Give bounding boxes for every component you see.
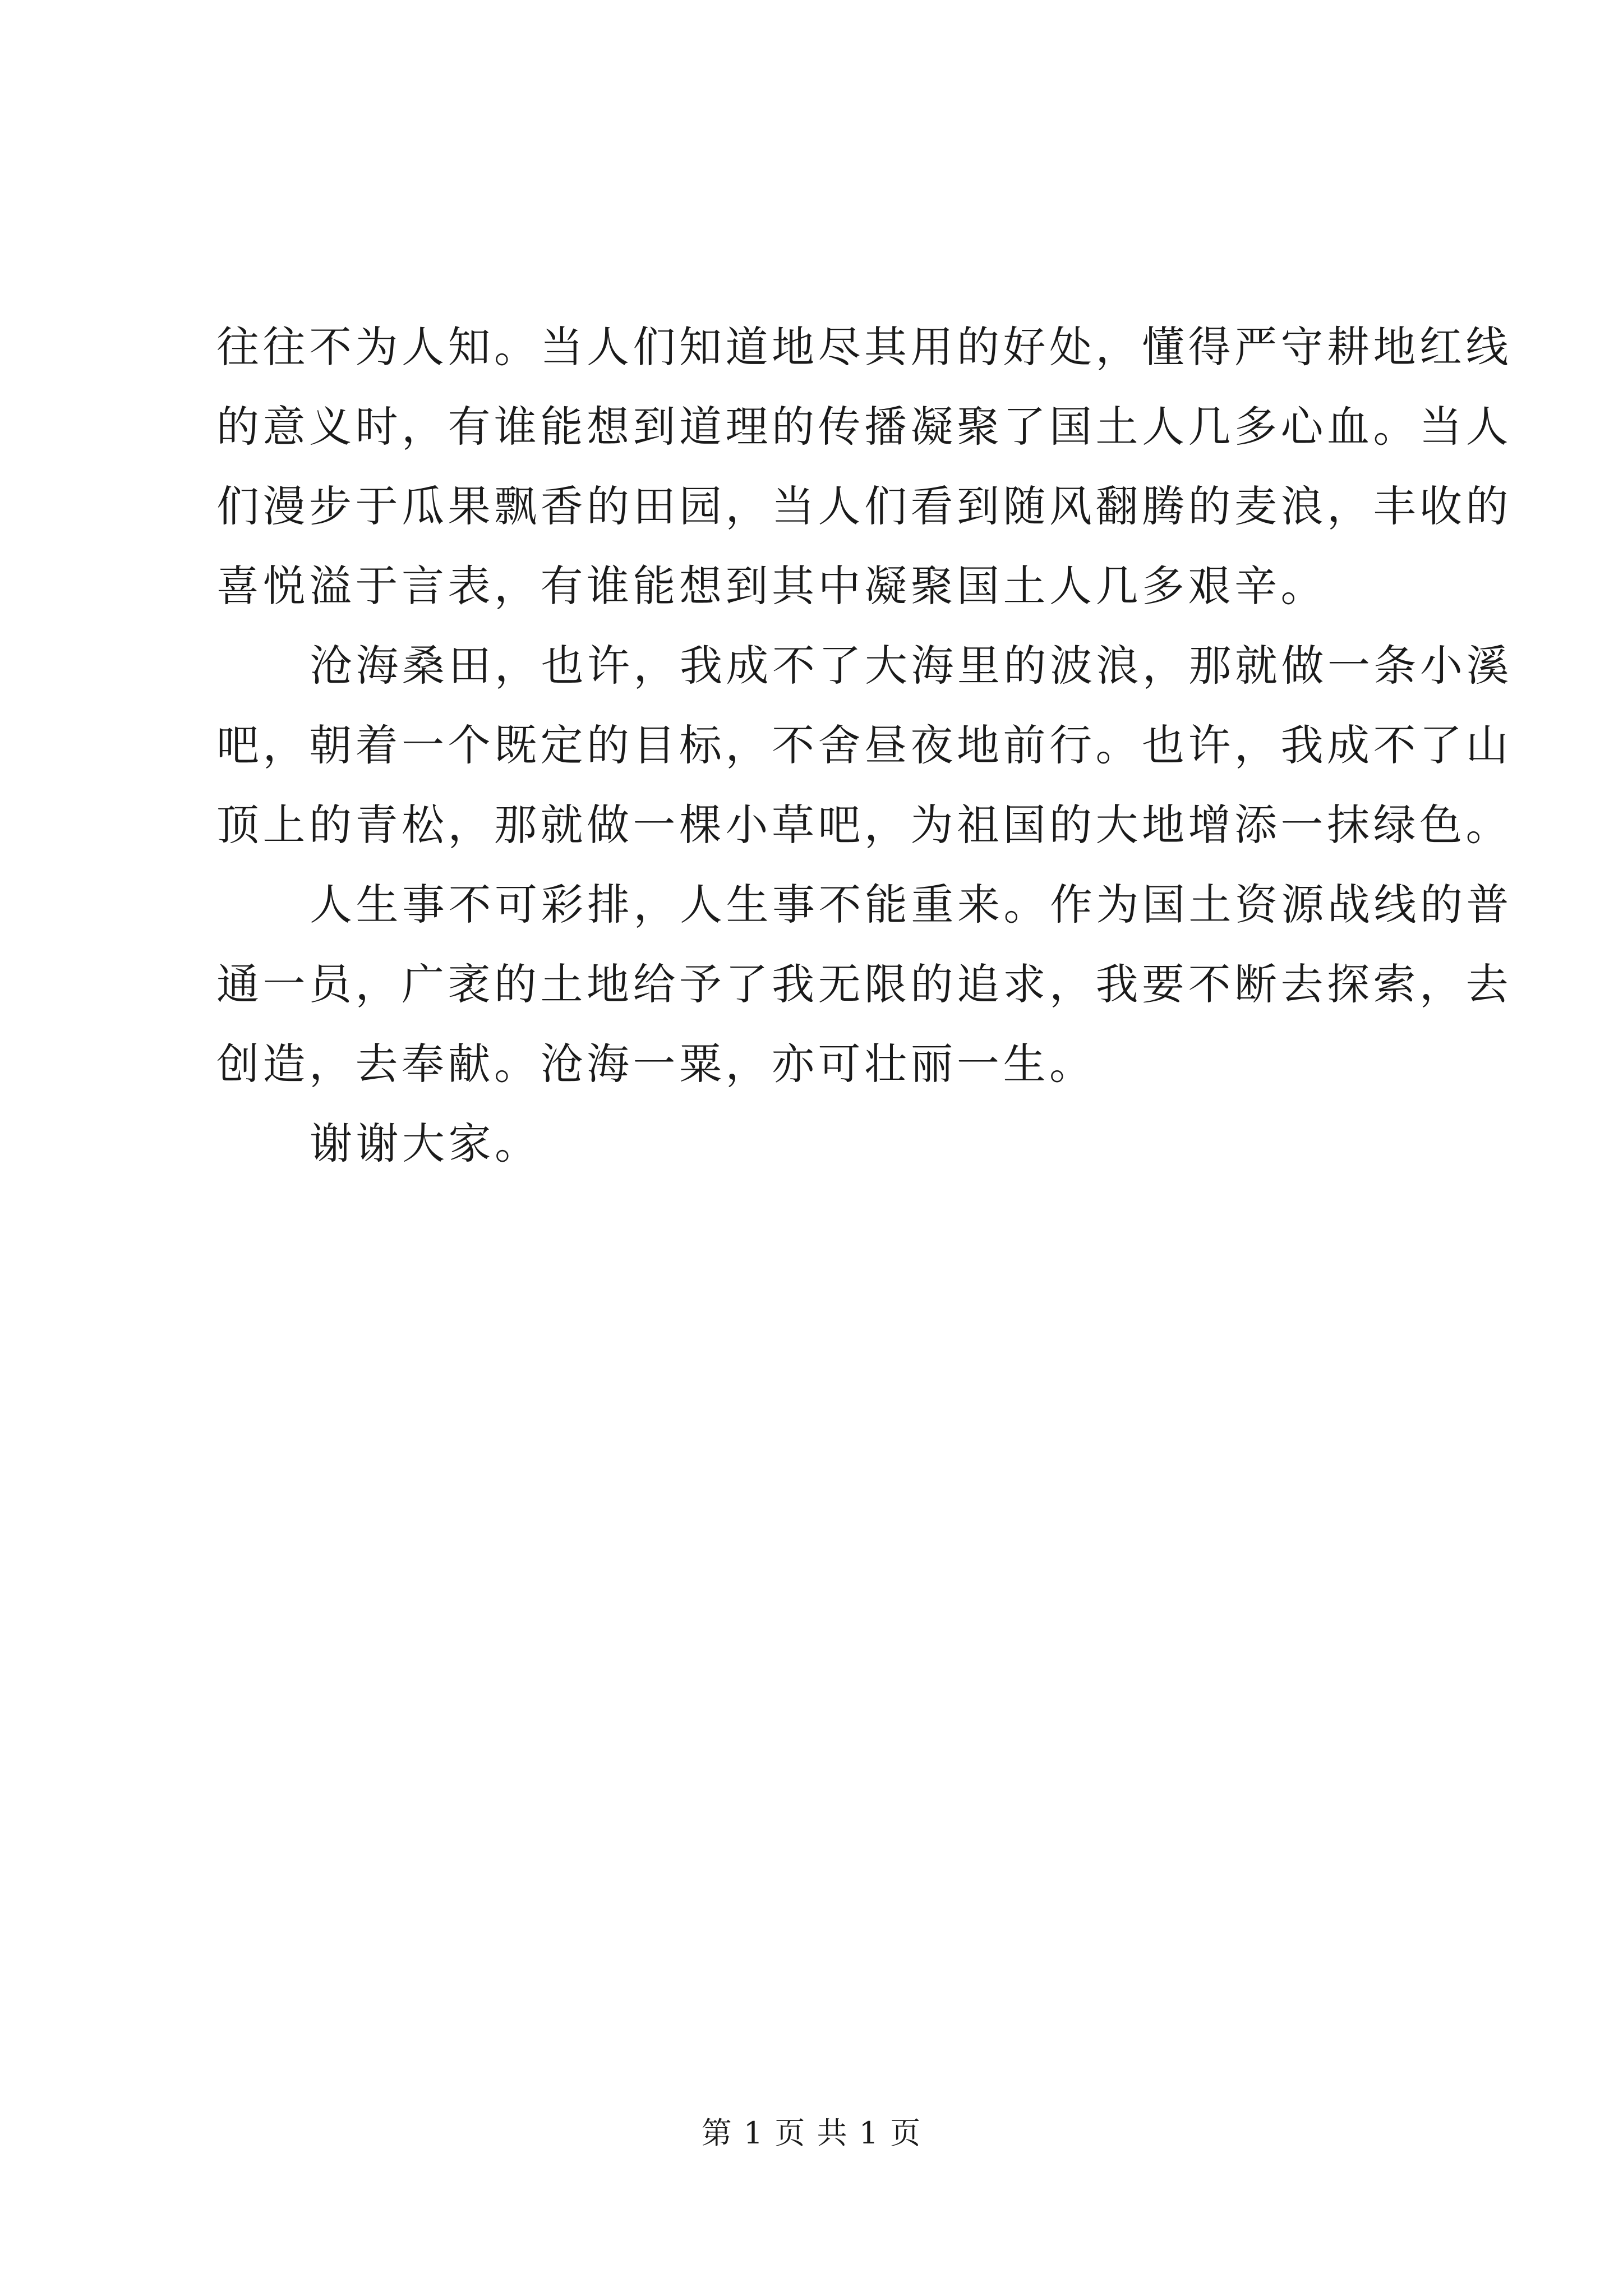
text-line: 沧海桑田，也许，我成不了大海里的波浪，那就做一条小溪: [310, 641, 1513, 691]
text-line: 们漫步于瓜果飘香的田园，当人们看到随风翻腾的麦浪，丰收的: [216, 481, 1512, 531]
page-footer: 第 1 页 共 1 页: [701, 2115, 922, 2151]
text-line: 吧，朝着一个既定的目标，不舍昼夜地前行。也许，我成不了山: [216, 720, 1512, 770]
text-line: 通一员，广袤的土地给予了我无限的追求，我要不断去探索，去: [216, 959, 1512, 1009]
text-line: 创造，去奉献。沧海一粟，亦可壮丽一生。: [216, 1039, 1096, 1089]
paragraph: [216, 865, 1513, 1104]
paragraph: [216, 1104, 1417, 1184]
paragraph: [216, 307, 1512, 626]
text-line: 人生事不可彩排，人生事不能重来。作为国土资源战线的普: [310, 880, 1513, 930]
text-line: 谢谢大家。: [310, 1119, 541, 1168]
document-body: [216, 307, 1513, 1184]
paragraph: [216, 626, 1513, 865]
text-line: 往往不为人知。当人们知道地尽其用的好处，懂得严守耕地红线: [216, 322, 1512, 372]
text-line: 顶上的青松，那就做一棵小草吧，为祖国的大地增添一抹绿色。: [216, 800, 1512, 850]
text-line: 的意义时，有谁能想到道理的传播凝聚了国土人几多心血。当人: [216, 402, 1512, 452]
text-line: 喜悦溢于言表，有谁能想到其中凝聚国土人几多艰辛。: [216, 561, 1327, 611]
